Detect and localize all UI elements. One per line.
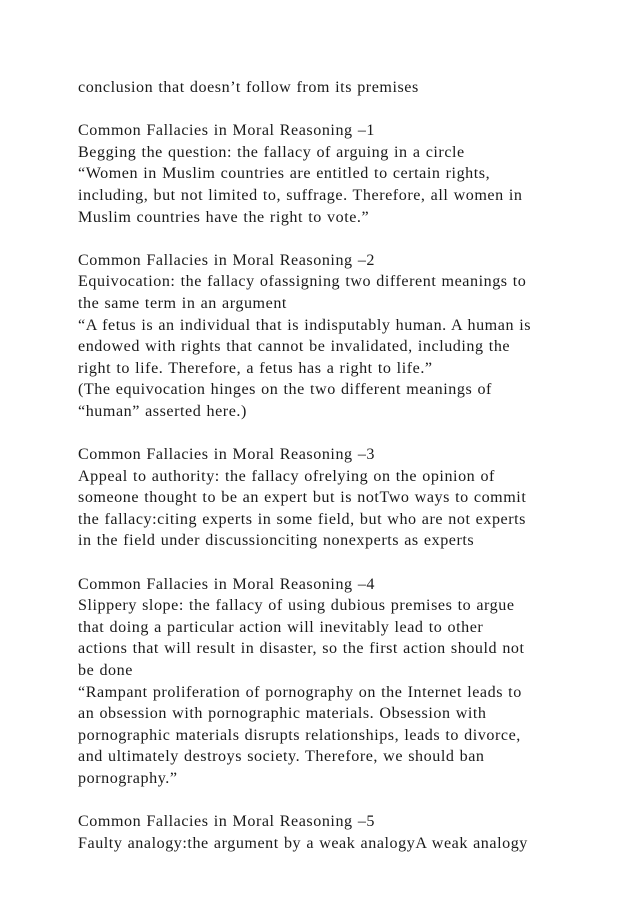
text-line: right to life. Therefore, a fetus has a right to life.” (78, 359, 433, 377)
text-line: “human” asserted here.) (78, 402, 247, 420)
text-line: Faulty analogy:the argument by a weak analogyA weak analogy (78, 834, 528, 852)
text-line: an obsession with pornographic materials. Obsession with (78, 705, 487, 723)
text-line: Begging the question: the fallacy of arguing in a circle (78, 143, 465, 161)
text-line: pornographic materials disrupts relationships, leads to divorce, (78, 726, 521, 744)
paragraph-fallacy-5 (78, 811, 628, 854)
paragraph-fallacy-4 (78, 574, 628, 790)
text-line: the same term in an argument (78, 294, 287, 312)
text-line: actions that will result in disaster, so the first action should not (78, 640, 525, 658)
section-heading: Common Fallacies in Moral Reasoning –1 (78, 122, 376, 140)
text-line: endowed with rights that cannot be invalidated, including the (78, 338, 511, 356)
text-line: Equivocation: the fallacy ofassigning two different meanings to (78, 273, 527, 291)
paragraph-fallacy-3 (78, 444, 628, 552)
text-line: conclusion that doesn’t follow from its premises (78, 79, 419, 96)
document-page (78, 77, 628, 876)
text-line: in the field under discussionciting nonexperts as experts (78, 532, 475, 550)
text-line: including, but not limited to, suffrage. Therefore, all women in (78, 186, 523, 204)
text-line: Muslim countries have the right to vote.” (78, 208, 370, 226)
section-heading: Common Fallacies in Moral Reasoning –3 (78, 446, 376, 464)
text-line: someone thought to be an expert but is notTwo ways to commit (78, 489, 527, 507)
text-line: “Rampant proliferation of pornography on the Internet leads to (78, 683, 522, 701)
text-line: that doing a particular action will inevitably lead to other (78, 618, 484, 636)
text-line: Slippery slope: the fallacy of using dubious premises to argue (78, 597, 515, 615)
section-heading: Common Fallacies in Moral Reasoning –4 (78, 575, 376, 593)
text-line: (The equivocation hinges on the two different meanings of (78, 381, 492, 399)
text-line: and ultimately destroys society. Therefore, we should ban (78, 748, 485, 766)
paragraph-fallacy-2 (78, 250, 628, 423)
section-heading: Common Fallacies in Moral Reasoning –5 (78, 813, 376, 831)
text-line: be done (78, 662, 133, 680)
text-line: “Women in Muslim countries are entitled to certain rights, (78, 165, 491, 183)
section-heading: Common Fallacies in Moral Reasoning –2 (78, 251, 376, 269)
text-line: the fallacy:citing experts in some field, but who are not experts (78, 510, 526, 528)
paragraph-fallacy-1 (78, 120, 628, 228)
text-line: pornography.” (78, 770, 178, 787)
paragraph-intro (78, 77, 628, 99)
text-line: “A fetus is an individual that is indisputably human. A human is (78, 316, 532, 334)
text-line: Appeal to authority: the fallacy ofrelying on the opinion of (78, 467, 495, 485)
